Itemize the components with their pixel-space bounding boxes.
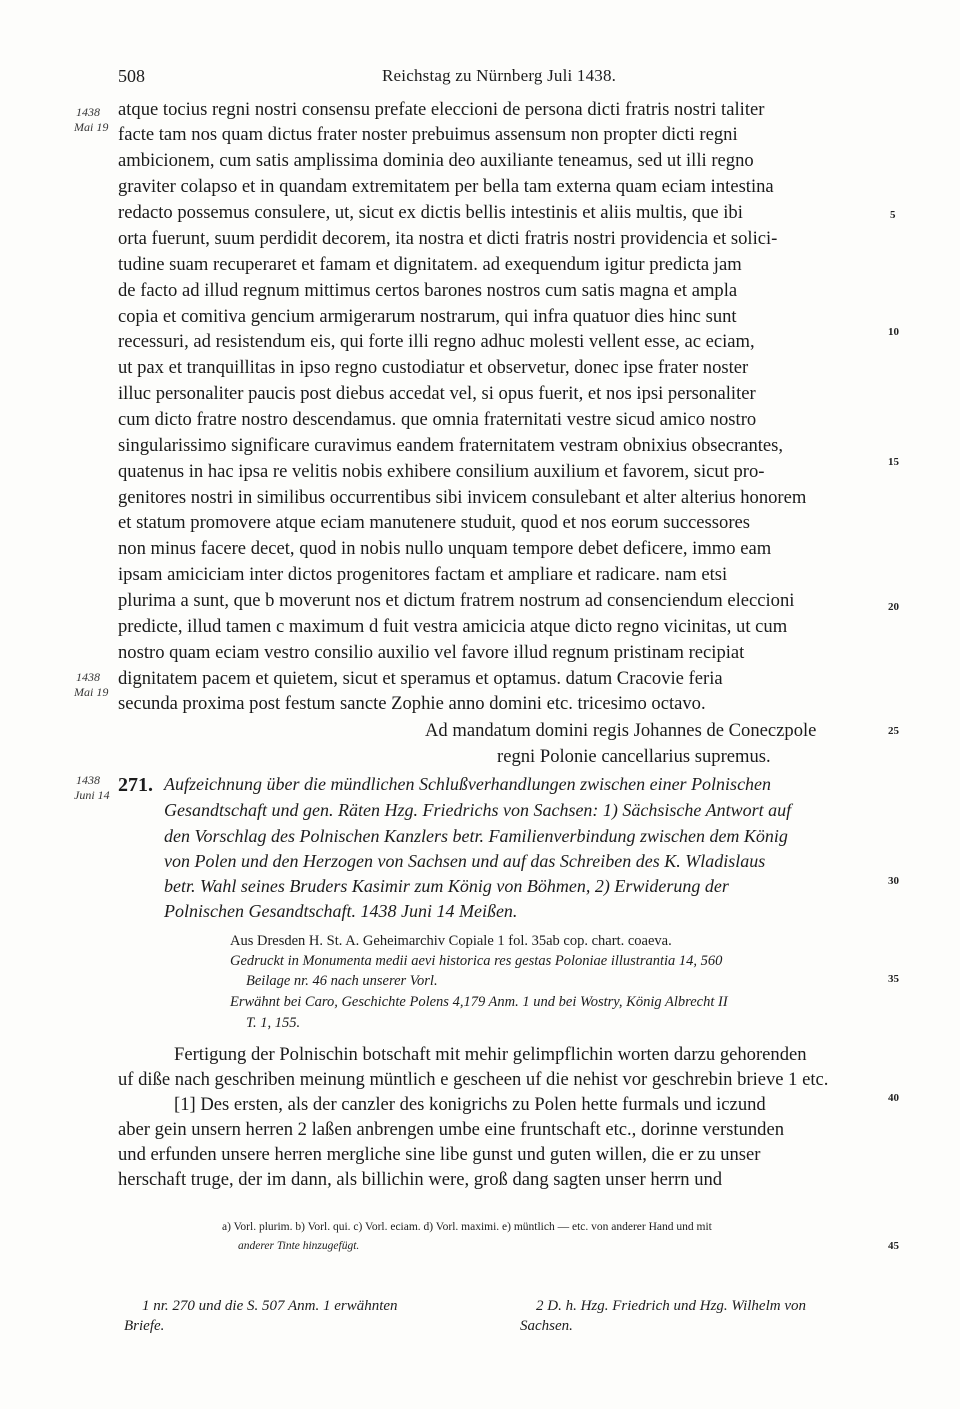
line-number: 5 — [890, 209, 896, 221]
body-line: ut pax et tranquillitas in ipso regno custodiatur et observetur, donec ipse frater noster — [118, 357, 749, 378]
body-line: tudine suam recuperaret et famam et dignitatem. ad exequendum igitur predicta jam — [118, 254, 742, 275]
running-title: Reichstag zu Nürnberg Juli 1438. — [382, 66, 617, 85]
source-line: Gedruckt in Monumenta medii aevi historica res gestas Poloniae illustrantia 14, 560 — [230, 953, 723, 969]
body-line: predicte, illud tamen c maximum d fuit vestra amicicia atque dicto regno vicinitas, ut cum — [118, 616, 788, 637]
document-text-line: aber gein unsern herren 2 laßen anbrengen umbe eine fruntschaft etc., dorinne verstunden — [118, 1119, 785, 1140]
body-line: non minus facere decet, quod in nobis nullo unquam tempore debet deficere, immo eam — [118, 538, 772, 559]
margin-date: 1438 — [76, 670, 100, 684]
signature-line: Ad mandatum domini regis Johannes de Coneczpole — [425, 720, 817, 741]
margin-date: Juni 14 — [74, 788, 110, 802]
footnote-continuation: Briefe. — [124, 1318, 165, 1334]
body-line: illuc personaliter paucis post diebus accedat vel, si opus fuerit, et nos ipsi personaliter — [118, 383, 756, 404]
line-number: 20 — [888, 601, 899, 613]
footnote: 1 nr. 270 und die S. 507 Anm. 1 erwähnten — [142, 1298, 398, 1314]
document-description-line: Aufzeichnung über die mündlichen Schlußverhandlungen zwischen einer Polnischen — [164, 774, 772, 794]
line-number: 40 — [888, 1092, 899, 1104]
body-line: atque tocius regni nostri consensu prefate eleccioni de persona dicti fratris nostri taliter — [118, 99, 765, 120]
body-line: de facto ad illud regnum mittimus certos barones nostros cum satis magna et ampla — [118, 280, 738, 301]
document-description-line: von Polen und den Herzogen von Sachsen und auf das Schreiben des K. Wladislaus — [164, 851, 766, 871]
footnote-continuation: Sachsen. — [520, 1318, 573, 1334]
margin-date: 1438 — [76, 773, 100, 787]
body-line: recessuri, ad resistendum eis, qui forte illi regno adhuc molesti vellent esse, ac eciam, — [118, 331, 755, 352]
line-number: 15 — [888, 456, 899, 468]
footnote: 2 D. h. Hzg. Friedrich und Hzg. Wilhelm von — [536, 1298, 806, 1314]
body-line: secunda proxima post festum sancte Zophie anno domini etc. tricesimo octavo. — [118, 693, 706, 714]
document-text-line: uf diße nach geschriben meinung müntlich e gescheen uf die nehist vor geschrebin brieve 1 etc. — [118, 1069, 829, 1090]
document-number: 271. — [118, 774, 153, 796]
body-line: orta fuerunt, suum perdidit decorem, ita nostra et dicti fratris nostri providencia et solici- — [118, 228, 778, 249]
line-number: 25 — [888, 725, 899, 737]
document-text-line: [1] Des ersten, als der canzler des konigrichs zu Polen hette furmals und iczund — [174, 1094, 766, 1115]
body-line: genitores nostri in similibus occurrentibus sibi invicem consulebant et alter alterius honorem — [118, 487, 807, 508]
page-number: 508 — [118, 66, 145, 86]
body-line: nostro quam eciam vestro consilio auxilio vel favore illud regnum pristinam recipiat — [118, 642, 745, 663]
document-text-line: und erfunden unsere herren mergliche sine libe gunst und guten willen, die er zu unser — [118, 1144, 761, 1165]
document-description-line: den Vorschlag des Polnischen Kanzlers betr. Familienverbindung zwischen dem König — [164, 826, 788, 846]
margin-date: Mai 19 — [74, 120, 109, 134]
body-line: graviter colapso et in quandam extremitatem per bella tam externa quam eciam intestina — [118, 176, 774, 197]
body-line: dignitatem pacem et quietem, sicut et speramus et optamus. datum Cracovie feria — [118, 668, 723, 689]
document-description-line: Gesandtschaft und gen. Räten Hzg. Friedrichs von Sachsen: 1) Sächsische Antwort auf — [164, 800, 792, 820]
document-text-line: herschaft truge, der im dann, als billichin were, groß dang sagten unser herrn und — [118, 1169, 723, 1190]
margin-date: Mai 19 — [74, 685, 109, 699]
body-line: singularissimo significare curavimus eandem fraternitatem vestram obnixius obsecrantes, — [118, 435, 784, 456]
line-number: 45 — [888, 1240, 899, 1252]
body-line: redacto possemus consulere, ut, sicut ex dictis bellis intestinis et aliis multis, que ibi — [118, 202, 743, 223]
body-line: cum dicto fratre nostro descendamus. que omnia fraternitati vestre sicud amico nostro — [118, 409, 757, 430]
body-line: et statum promovere atque eciam manutenere studuit, quod et nos eorum successores — [118, 512, 750, 533]
body-line: plurima a sunt, que b moverunt nos et dictum fratrem nostrum ad consenciendum eleccioni — [118, 590, 795, 611]
margin-date: 1438 — [76, 105, 100, 119]
body-line: facte tam nos quam dictus frater noster prebuimus assensum non propter dicti regni — [118, 124, 738, 145]
source-line: Aus Dresden H. St. A. Geheimarchiv Copiale 1 fol. 35ab cop. chart. coaeva. — [230, 933, 672, 949]
body-line: quatenus in hac ipsa re velitis nobis exhibere consilium auxilium et favorem, sicut pro- — [118, 461, 765, 482]
apparatus-line: a) Vorl. plurim. b) Vorl. qui. c) Vorl. eciam. d) Vorl. maximi. e) müntlich — etc. von anderer Hand und mit — [222, 1221, 712, 1233]
line-number: 10 — [888, 326, 899, 338]
source-line: Erwähnt bei Caro, Geschichte Polens 4,179 Anm. 1 und bei Wostry, König Albrecht II — [230, 994, 728, 1010]
document-description-line: betr. Wahl seines Bruders Kasimir zum König von Böhmen, 2) Erwiderung der — [164, 876, 729, 896]
apparatus-line: anderer Tinte hinzugefügt. — [238, 1240, 360, 1252]
body-line: ambicionem, cum satis amplissima dominia deo auxiliante teneamus, sed ut illi regno — [118, 150, 754, 171]
source-line: Beilage nr. 46 nach unserer Vorl. — [246, 973, 438, 989]
body-line: copia et comitiva gencium armigerarum nostrarum, qui infra quatuor dies hinc sunt — [118, 306, 737, 327]
line-number: 30 — [888, 875, 899, 887]
source-line: T. 1, 155. — [246, 1015, 301, 1031]
line-number: 35 — [888, 973, 899, 985]
document-text-line: Fertigung der Polnischin botschaft mit mehir gelimpflichin worten darzu gehorenden — [174, 1044, 807, 1065]
signature-line: regni Polonie cancellarius supremus. — [497, 746, 771, 767]
document-description-line: Polnischen Gesandtschaft. 1438 Juni 14 Meißen. — [164, 901, 518, 921]
body-line: ipsam amiciciam inter dictos progenitores factam et ampliare et radicare. nam etsi — [118, 564, 728, 585]
